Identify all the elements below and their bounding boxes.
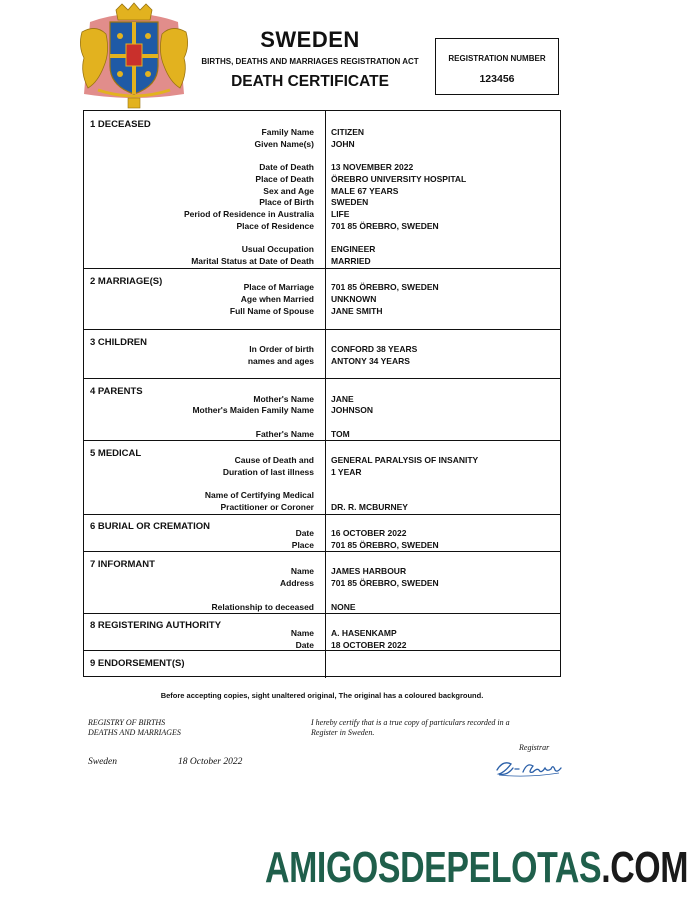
- field-label: Given Name(s): [254, 139, 314, 149]
- field-value: 1 YEAR: [331, 467, 362, 477]
- field-value: JOHN: [331, 139, 355, 149]
- section-divider: [84, 650, 560, 651]
- field-value: 16 OCTOBER 2022: [331, 528, 407, 538]
- field-value: 701 85 ÖREBRO, SWEDEN: [331, 578, 439, 588]
- act-subtitle: BIRTHS, DEATHS AND MARRIAGES REGISTRATION ACT: [201, 57, 419, 66]
- column-divider: [325, 268, 326, 329]
- field-label: Mother's Name: [253, 394, 314, 404]
- field-label: Age when Married: [240, 294, 314, 304]
- field-label: Date: [295, 640, 314, 650]
- field-label: Father's Name: [255, 429, 314, 439]
- section-divider: [84, 329, 560, 330]
- field-value: LIFE: [331, 209, 350, 219]
- section-title-medical: 5 MEDICAL: [90, 448, 142, 459]
- field-label: In Order of birth: [249, 344, 314, 354]
- country-title: SWEDEN: [260, 27, 360, 52]
- field-label: Duration of last illness: [222, 467, 314, 477]
- watermark-tld: .COM: [601, 843, 688, 892]
- field-value: A. HASENKAMP: [331, 628, 397, 638]
- field-value: JAMES HARBOUR: [331, 566, 407, 576]
- field-label: Sex and Age: [263, 186, 314, 196]
- section-title-children: 3 CHILDREN: [90, 337, 148, 348]
- field-value: JANE SMITH: [331, 306, 383, 316]
- field-value: CONFORD 38 YEARS: [331, 344, 418, 354]
- column-divider: [325, 514, 326, 551]
- field-label: Mother's Maiden Family Name: [192, 405, 314, 415]
- registry-line-2: DEATHS AND MARRIAGES: [88, 728, 181, 737]
- copy-notice: Before accepting copies, sight unaltered original, The original has a coloured background.: [160, 691, 484, 700]
- column-divider: [325, 440, 326, 514]
- certify-line-2: Register in Sweden.: [311, 728, 375, 737]
- field-label: Date: [295, 528, 314, 538]
- field-value: ENGINEER: [331, 244, 376, 254]
- column-divider: [325, 329, 326, 378]
- certificate-form: [83, 110, 561, 677]
- column-divider: [325, 378, 326, 440]
- section-divider: [84, 551, 560, 552]
- field-value: JOHNSON: [331, 405, 374, 415]
- field-value: NONE: [331, 602, 356, 612]
- field-label: Place of Residence: [236, 221, 314, 231]
- watermark-main: AMIGOSDEPELOTAS: [265, 843, 602, 892]
- field-label: Date of Death: [259, 162, 314, 172]
- section-title-marriages: 2 MARRIAGE(S): [90, 276, 163, 287]
- field-value: UNKNOWN: [331, 294, 377, 304]
- field-value: MALE 67 YEARS: [331, 186, 399, 196]
- field-label: Family Name: [261, 127, 314, 137]
- field-label: Practitioner or Coroner: [220, 502, 314, 512]
- field-label: Address: [279, 578, 314, 588]
- field-value: MARRIED: [331, 256, 371, 266]
- section-divider: [84, 268, 560, 269]
- registrar-signature: [493, 756, 563, 778]
- field-value: 13 NOVEMBER 2022: [331, 162, 414, 172]
- field-label: names and ages: [247, 356, 314, 366]
- certify-line-1: I hereby certify that is a true copy of particulars recorded in a: [311, 718, 510, 727]
- section-title-endorsements: 9 ENDORSEMENT(S): [90, 658, 185, 669]
- section-title-deceased: 1 DECEASED: [90, 119, 151, 130]
- section-divider: [84, 514, 560, 515]
- document-title: DEATH CERTIFICATE: [231, 73, 389, 90]
- field-label: Usual Occupation: [241, 244, 314, 254]
- site-watermark: [265, 843, 688, 893]
- section-divider: [84, 440, 560, 441]
- field-label: Place of Birth: [259, 197, 314, 207]
- section-title-informant: 7 INFORMANT: [90, 559, 155, 570]
- registry-line-1: REGISTRY OF BIRTHS: [88, 718, 166, 727]
- section-divider: [84, 613, 560, 614]
- field-value: GENERAL PARALYSIS OF INSANITY: [331, 455, 479, 465]
- column-divider: [325, 551, 326, 613]
- section-divider: [84, 378, 560, 379]
- field-label: Cause of Death and: [234, 455, 314, 465]
- field-value: ANTONY 34 YEARS: [331, 356, 410, 366]
- field-label: Name: [290, 566, 314, 576]
- section-title-registering: 8 REGISTERING AUTHORITY: [90, 620, 222, 631]
- field-label: Name: [290, 628, 314, 638]
- field-label: Relationship to deceased: [211, 602, 314, 612]
- field-value: SWEDEN: [331, 197, 369, 207]
- field-label: Place of Marriage: [243, 282, 314, 292]
- coat-of-arms-icon: [76, 2, 192, 110]
- field-label: Marital Status at Date of Death: [191, 256, 314, 266]
- registration-number: 123456: [479, 73, 515, 85]
- field-value: DR. R. MCBURNEY: [331, 502, 408, 512]
- column-divider: [325, 111, 326, 268]
- field-value: 701 85 ÖREBRO, SWEDEN: [331, 282, 439, 292]
- field-value: 18 OCTOBER 2022: [331, 640, 407, 650]
- field-value: 701 85 ÖREBRO, SWEDEN: [331, 540, 439, 550]
- section-title-parents: 4 PARENTS: [90, 386, 143, 397]
- field-value: CITIZEN: [331, 127, 365, 137]
- registration-box: [435, 38, 559, 95]
- field-label: Place: [291, 540, 314, 550]
- column-divider: [325, 613, 326, 650]
- field-label: Full Name of Spouse: [229, 306, 314, 316]
- field-label: Name of Certifying Medical: [204, 490, 314, 500]
- issue-place: Sweden: [88, 757, 118, 767]
- issue-date: 18 October 2022: [178, 757, 243, 767]
- field-value: 701 85 ÖREBRO, SWEDEN: [331, 221, 439, 231]
- registration-label: REGISTRATION NUMBER: [448, 54, 546, 63]
- field-label: Place of Death: [255, 174, 314, 184]
- column-divider: [325, 650, 326, 678]
- field-label: Period of Residence in Australia: [183, 209, 314, 219]
- field-value: TOM: [331, 429, 350, 439]
- field-value: JANE: [331, 394, 354, 404]
- registrar-label: Registrar: [519, 743, 550, 752]
- section-title-burial: 6 BURIAL OR CREMATION: [90, 521, 210, 532]
- field-value: ÖREBRO UNIVERSITY HOSPITAL: [331, 174, 467, 184]
